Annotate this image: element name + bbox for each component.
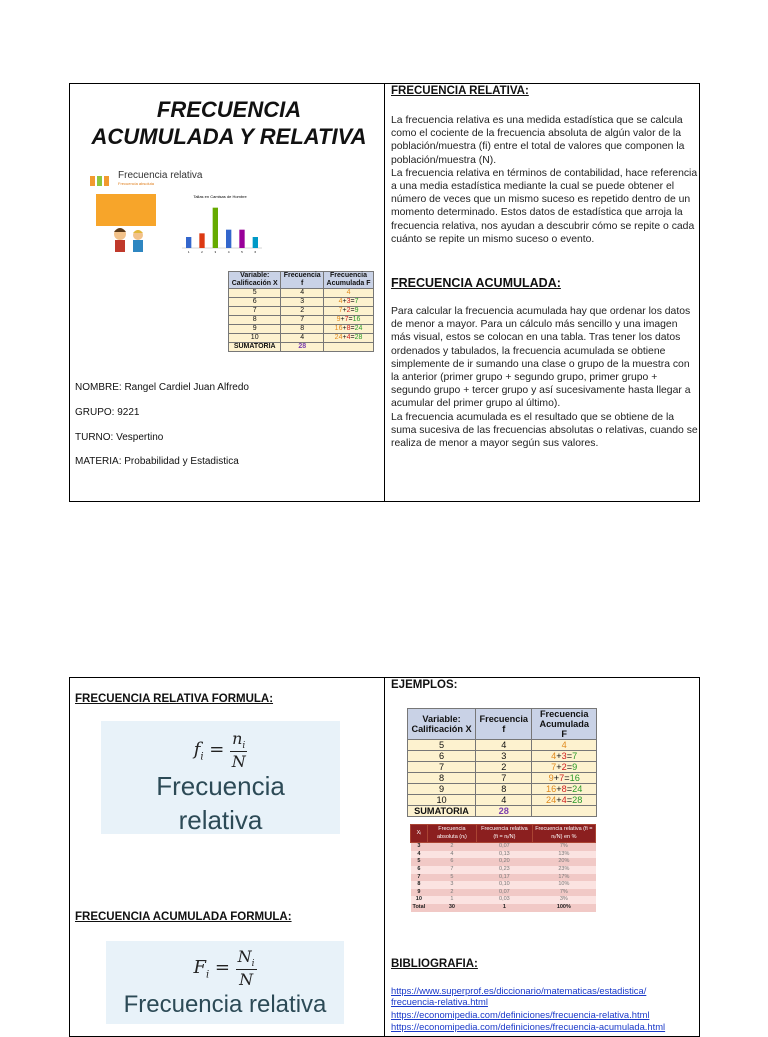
header-variable: Variable: Calificación X	[229, 272, 281, 289]
table-row	[229, 298, 374, 307]
student-subject: MATERIA: Probabilidad y Estadistica	[75, 456, 239, 467]
relativa-formula-label-2: relativa	[178, 805, 263, 835]
bibliography-link-1[interactable]: https://www.superprof.es/diccionario/matematicas/estadistica/ frecuencia-relativa.html	[391, 985, 647, 1007]
cell-x: 5	[229, 289, 281, 298]
cell-F: 7+2=9	[532, 762, 597, 773]
sum-value: 28	[281, 343, 324, 352]
header-xi: Xᵢ	[411, 825, 428, 843]
cell: 100%	[532, 904, 595, 912]
table-row	[411, 881, 596, 889]
ejemplos-heading: EJEMPLOS:	[391, 679, 458, 691]
table-row	[411, 896, 596, 904]
cell-f: 7	[281, 316, 324, 325]
table-row	[408, 762, 597, 773]
formula-fraction: $\frac{N_i}{N}$	[237, 947, 255, 990]
table-header-row	[411, 825, 596, 843]
sum-label: SUMATORIA	[229, 343, 281, 352]
cell: 7%	[532, 843, 595, 851]
cell: 3%	[532, 896, 595, 904]
cell-x: 6	[408, 751, 476, 762]
table-row	[408, 740, 597, 751]
title-line-1: FRECUENCIA	[156, 97, 302, 122]
tick-label: 6	[254, 250, 257, 254]
header-frecuencia: Frecuencia f	[476, 709, 532, 740]
acumulada-formula-image	[106, 941, 344, 1024]
cell: 10	[411, 896, 428, 904]
cartoon-students-icon	[110, 224, 150, 254]
cell: 4	[427, 851, 476, 859]
cell: 8	[411, 881, 428, 889]
bibliografia-heading: BIBLIOGRAFIA:	[391, 958, 478, 970]
relativa-formula: $f_i$ = $\frac{n_i}{N}$	[193, 729, 246, 772]
bar-6	[253, 237, 258, 248]
table-row	[411, 874, 596, 882]
column-divider-top	[384, 83, 385, 502]
column-divider-bottom	[384, 677, 385, 1037]
acumulada-formula-heading: FRECUENCIA ACUMULADA FORMULA:	[75, 911, 292, 923]
header-frecuencia-acumulada: Frecuencia Acumulada F	[532, 709, 597, 740]
tick-label: 1	[187, 250, 190, 254]
cell: 3	[411, 843, 428, 851]
orange-square-icon	[90, 176, 95, 186]
cell: 10%	[532, 881, 595, 889]
orange-note-box	[96, 194, 156, 226]
table-header-row	[229, 272, 374, 289]
frecuencia-relativa-text: La frecuencia relativa es una medida estadística que se calcula como el cociente de la frecuencia absoluta de algún valor de la población/muestra (fi) entre el total de valores que componen la población/muestra (N). La frecuencia relativa en términos de contabilidad, hace referencia a una media estadística mediante la cual se puede obtener el número de veces que un mismo suceso es repetido dentro de un momento determinado. Estos datos de estadística que arroja la frecuencia relativa, nos ayudan a descubrir cómo se repite o cada cuánto se repite un mismo suceso o evento.	[391, 115, 698, 245]
table-row	[229, 289, 374, 298]
cell-f: 4	[476, 795, 532, 806]
cell-F: 24+4=28	[324, 334, 374, 343]
student-name: NOMBRE: Rangel Cardiel Juan Alfredo	[75, 382, 249, 393]
cell-f: 2	[281, 307, 324, 316]
frecuencia-relativa-heading: FRECUENCIA RELATIVA:	[391, 85, 529, 97]
sum-empty	[324, 343, 374, 352]
cell: 0,10	[477, 881, 533, 889]
infographic-title: Frecuencia relativa	[118, 170, 203, 181]
header-variable: Variable: Calificación X	[408, 709, 476, 740]
cell-f: 4	[281, 334, 324, 343]
table-header-row	[408, 709, 597, 740]
cell: 2	[427, 843, 476, 851]
cell: 6	[411, 866, 428, 874]
frequency-table-small	[228, 271, 374, 352]
cell: 23%	[532, 866, 595, 874]
header-relativa-percent: Frecuencia relativa (fi = nᵢ/N) en %	[532, 825, 595, 843]
cell-F: 16+8=24	[324, 325, 374, 334]
cell: 17%	[532, 874, 595, 882]
table-row	[411, 858, 596, 866]
table-row	[229, 316, 374, 325]
cell: Total	[412, 903, 426, 910]
cell-F: 7+2=9	[324, 307, 374, 316]
student-group: GRUPO: 9221	[75, 407, 140, 418]
table-row	[229, 325, 374, 334]
cell-x: 6	[229, 298, 281, 307]
acumulada-formula-label: Frecuencia relativa	[123, 991, 327, 1018]
cell: 0,17	[477, 874, 533, 882]
cell-f: 7	[476, 773, 532, 784]
cell: 0,03	[477, 896, 533, 904]
cell: 5	[411, 858, 428, 866]
bar-1	[186, 237, 191, 248]
cell: 30	[427, 904, 476, 912]
bar-2	[199, 233, 204, 248]
frecuencia-acumulada-text: Para calcular la frecuencia acumulada hay que ordenar los datos de menor a mayor. Para un cálculo más sencillo y una imagen más visual, estos se colocan en una tabla. Tras tener los datos ordenados y tabulados, la frecuencia acumulada se obtiene simplemente de ir sumando una clase o grupo de la muestra con la anterior (primer grupo + segundo grupo, primer grupo + segundo grupo + tercer grupo y así sucesivamente hasta llegar a acumular del primer grupo al último). La frecuencia acumulada es el resultado que se obtiene de la suma sucesiva de las frecuencias absolutas o relativas, cuando se realiza de menor a mayor según sus valores.	[391, 306, 698, 450]
cell-f: 3	[476, 751, 532, 762]
cell: 4	[411, 851, 428, 859]
bar-chart	[172, 192, 268, 256]
table-row	[408, 795, 597, 806]
cell-f: 8	[281, 325, 324, 334]
table-row	[411, 851, 596, 859]
cell-F: 24+4=28	[532, 795, 597, 806]
cell: 0,07	[477, 843, 533, 851]
formula-fraction: $\frac{n_i}{N}$	[231, 729, 246, 772]
table-row	[229, 307, 374, 316]
cell: 0,07	[477, 889, 533, 897]
cell-x: 9	[408, 784, 476, 795]
title-line-2: ACUMULADA Y RELATIVA	[91, 124, 367, 149]
table-row	[229, 334, 374, 343]
cell: 3	[427, 881, 476, 889]
cell: 1	[427, 896, 476, 904]
cell-x: 8	[408, 773, 476, 784]
header-frecuencia: Frecuencia f	[281, 272, 324, 289]
cell-f: 2	[476, 762, 532, 773]
cell: 2	[427, 889, 476, 897]
table-row	[408, 784, 597, 795]
cell-x: 10	[229, 334, 281, 343]
sum-value: 28	[476, 806, 532, 817]
cell-f: 3	[281, 298, 324, 307]
cell-F: 9+7=16	[532, 773, 597, 784]
cell: 0,13	[477, 851, 533, 859]
bibliography-link-3[interactable]: https://economipedia.com/definiciones/frecuencia-acumulada.html	[391, 1021, 666, 1032]
cell: 0,23	[477, 866, 533, 874]
chart-title: Tallas en Camisas de Hombre	[193, 194, 247, 199]
relativa-formula-label-1: Frecuencia	[156, 771, 285, 801]
cell-F: 9+7=16	[324, 316, 374, 325]
cell-F: 4	[532, 740, 597, 751]
cell: 7%	[532, 889, 595, 897]
document-title	[76, 96, 382, 150]
cell-f: 4	[476, 740, 532, 751]
relative-frequency-table	[410, 824, 596, 912]
cell-x: 7	[408, 762, 476, 773]
tick-label: 4	[227, 250, 230, 254]
cell: 7	[411, 874, 428, 882]
cell-F: 4	[324, 289, 374, 298]
green-square-icon	[97, 176, 102, 186]
cell-F: 4+3=7	[532, 751, 597, 762]
cell: 9	[411, 889, 428, 897]
bar-5	[239, 230, 244, 248]
cell: 1	[477, 904, 533, 912]
header-relativa: Frecuencia relativa (fi = nᵢ/N)	[477, 825, 533, 843]
cell-x: 8	[229, 316, 281, 325]
cell-x: 10	[408, 795, 476, 806]
bibliography-link-2[interactable]: https://economipedia.com/definiciones/frecuencia-relativa.html	[391, 1009, 650, 1020]
table-row	[411, 843, 596, 851]
header-absoluta: Frecuencia absoluta (nᵢ)	[427, 825, 476, 843]
bar-4	[226, 230, 231, 248]
frequency-table-example	[407, 708, 597, 817]
tick-label: 3	[214, 250, 217, 254]
table-row	[411, 889, 596, 897]
cell: 13%	[532, 851, 595, 859]
cell-f: 4	[281, 289, 324, 298]
cell-x: 5	[408, 740, 476, 751]
cell: 20%	[532, 858, 595, 866]
frecuencia-relativa-infographic	[90, 166, 268, 260]
relativa-formula-heading: FRECUENCIA RELATIVA FORMULA:	[75, 693, 274, 705]
frecuencia-acumulada-heading: FRECUENCIA ACUMULADA:	[391, 276, 561, 290]
cell: 6	[427, 858, 476, 866]
table-sum-row	[408, 806, 597, 817]
cell-F: 16+8=24	[532, 784, 597, 795]
table-sum-row	[229, 343, 374, 352]
cell: 5	[427, 874, 476, 882]
table-row	[411, 866, 596, 874]
cell: 0,20	[477, 858, 533, 866]
cell-F: 4+3=7	[324, 298, 374, 307]
sum-empty	[532, 806, 597, 817]
student-shift: TURNO: Vespertino	[75, 432, 164, 443]
orange-square-icon	[104, 176, 109, 186]
bar-3	[213, 208, 218, 248]
cell-f: 8	[476, 784, 532, 795]
cell-x: 7	[229, 307, 281, 316]
header-frecuencia-acumulada: Frecuencia Acumulada F	[324, 272, 374, 289]
table-row	[408, 751, 597, 762]
cell-x: 9	[229, 325, 281, 334]
infographic-subtitle: Frecuencia absoluta	[118, 181, 155, 186]
sum-label: SUMATORIA	[408, 806, 476, 817]
acumulada-formula: $F_i$ = $\frac{N_i}{N}$	[193, 947, 255, 990]
tick-label: 2	[201, 250, 203, 254]
relativa-formula-image	[101, 721, 340, 834]
cell: 7	[427, 866, 476, 874]
tick-label: 5	[241, 250, 243, 254]
table-total-row	[411, 904, 596, 912]
table-row	[408, 773, 597, 784]
